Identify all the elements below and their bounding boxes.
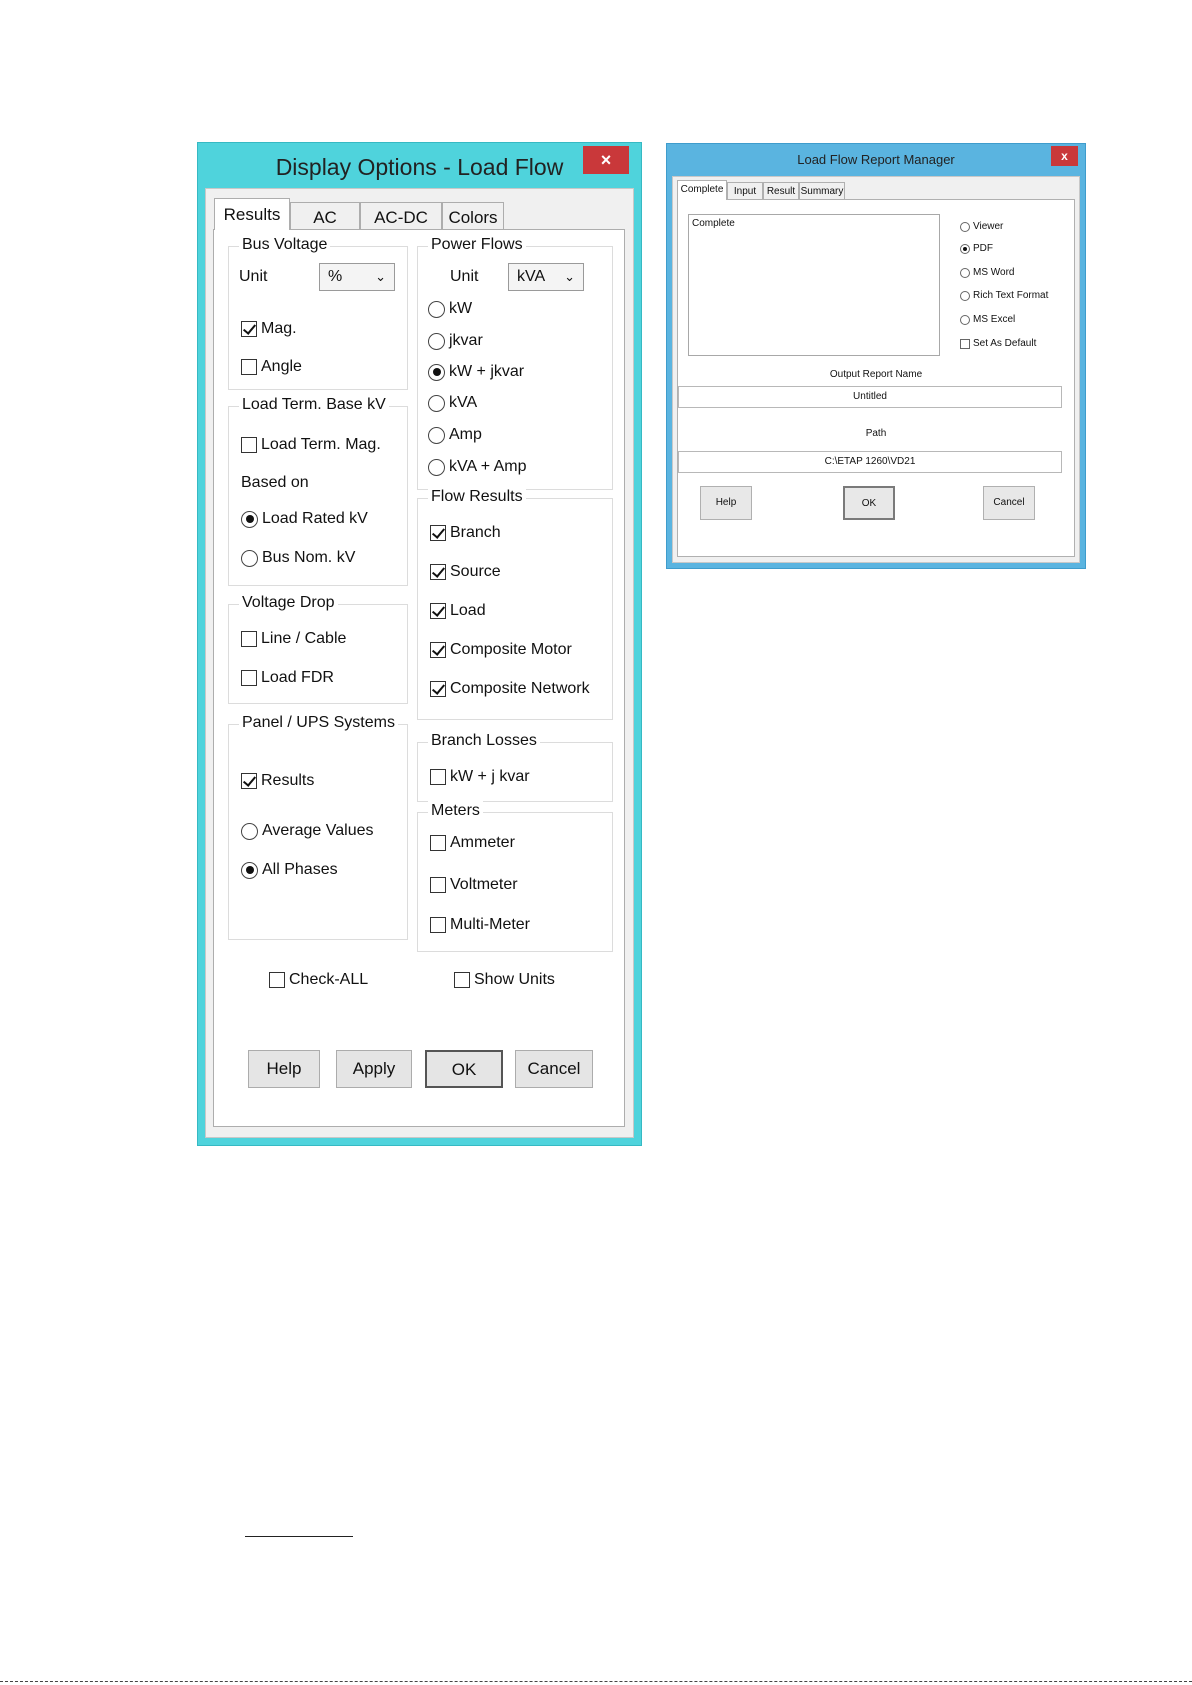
ms-word-label: MS Word [973, 267, 1015, 278]
kw-jkvar-radio[interactable] [428, 362, 524, 382]
tab-summary[interactable]: Summary [799, 182, 845, 200]
radio-icon [241, 550, 258, 567]
checkbox-icon [430, 835, 446, 851]
ok-button[interactable]: OK [843, 486, 895, 520]
report-manager-client [672, 176, 1080, 563]
checkbox-checked-icon [430, 564, 446, 580]
average-values-label: Average Values [262, 822, 374, 839]
checkbox-checked-icon [241, 321, 257, 337]
ammeter-checkbox[interactable] [430, 833, 515, 853]
radio-icon [960, 268, 970, 278]
voltage-drop-label: Voltage Drop [239, 593, 338, 613]
load-label: Load [450, 602, 486, 619]
voltage-drop-group [228, 594, 408, 704]
output-report-name-field[interactable]: Untitled [678, 386, 1062, 408]
pdf-radio[interactable] [960, 242, 993, 256]
radio-icon [428, 459, 445, 476]
kva-radio[interactable] [428, 393, 477, 413]
all-phases-label: All Phases [262, 861, 338, 878]
branch-losses-label: Branch Losses [428, 731, 540, 751]
jkvar-label: jkvar [449, 332, 483, 349]
checkbox-checked-icon [241, 773, 257, 789]
ms-word-radio[interactable] [960, 266, 1015, 280]
path-field[interactable]: C:\ETAP 1260\VD21 [678, 451, 1062, 473]
results-tab-page [213, 229, 625, 1127]
based-on-label: Based on [241, 474, 309, 491]
panel-ups-label: Panel / UPS Systems [239, 713, 398, 733]
composite-network-label: Composite Network [450, 680, 590, 697]
composite-motor-checkbox[interactable] [430, 640, 572, 660]
load-fdr-checkbox[interactable] [241, 668, 334, 688]
show-units-checkbox[interactable] [454, 970, 555, 990]
branch-losses-item-label: kW + j kvar [450, 768, 530, 785]
bus-voltage-group [228, 236, 408, 390]
kw-radio[interactable] [428, 299, 472, 319]
bus-voltage-unit-select[interactable] [319, 263, 395, 291]
power-flows-group [417, 236, 613, 490]
chevron-down-icon: ⌄ [564, 269, 575, 284]
flow-results-label: Flow Results [428, 487, 526, 507]
dialog-client [205, 188, 634, 1138]
bus-voltage-label: Bus Voltage [239, 235, 330, 255]
radio-selected-icon [241, 511, 258, 528]
tab-results[interactable]: Results [214, 198, 290, 230]
tab-result[interactable]: Result [763, 182, 799, 200]
show-units-label: Show Units [474, 971, 555, 988]
composite-motor-label: Composite Motor [450, 641, 572, 658]
checkbox-icon [430, 917, 446, 933]
bus-voltage-unit-value: % [328, 268, 343, 285]
report-list-item[interactable]: Complete [692, 218, 735, 229]
mag-checkbox[interactable] [241, 319, 297, 339]
help-button[interactable]: Help [700, 486, 752, 520]
report-manager-dialog [666, 143, 1086, 569]
average-values-radio[interactable] [241, 821, 373, 841]
bus-nom-kv-radio[interactable] [241, 548, 355, 568]
checkbox-icon [241, 670, 257, 686]
meters-group [417, 802, 613, 952]
line-cable-label: Line / Cable [261, 630, 347, 647]
tab-ac-dc[interactable]: AC-DC [360, 202, 442, 230]
rich-text-label: Rich Text Format [973, 290, 1049, 301]
set-default-checkbox[interactable] [960, 337, 1036, 351]
checkbox-icon [269, 972, 285, 988]
voltmeter-checkbox[interactable] [430, 875, 518, 895]
tab-colors[interactable]: Colors [442, 202, 504, 230]
radio-selected-icon [428, 364, 445, 381]
radio-icon [960, 291, 970, 301]
bus-nom-kv-label: Bus Nom. kV [262, 549, 356, 566]
checkbox-checked-icon [430, 642, 446, 658]
panel-results-label: Results [261, 772, 315, 789]
angle-label: Angle [261, 358, 302, 375]
line-cable-checkbox[interactable] [241, 629, 346, 649]
voltmeter-label: Voltmeter [450, 876, 518, 893]
footnote-divider [245, 1536, 353, 1537]
radio-icon [960, 315, 970, 325]
check-all-label: Check-ALL [289, 971, 369, 988]
checkbox-icon [430, 769, 446, 785]
kw-jkvar-label: kW + jkvar [449, 363, 525, 380]
pdf-label: PDF [973, 243, 993, 254]
radio-icon [428, 333, 445, 350]
multi-meter-checkbox[interactable] [430, 915, 530, 935]
load-term-mag-label: Load Term. Mag. [261, 436, 381, 453]
radio-icon [428, 427, 445, 444]
load-term-label: Load Term. Base kV [239, 395, 389, 415]
ms-excel-radio[interactable] [960, 313, 1015, 327]
checkbox-icon [454, 972, 470, 988]
path-label: Path [865, 428, 887, 439]
ok-button[interactable]: OK [425, 1050, 503, 1088]
panel-results-checkbox[interactable] [241, 771, 314, 791]
complete-tab-page [677, 199, 1075, 557]
branch-checkbox[interactable] [430, 523, 501, 543]
radio-selected-icon [960, 244, 970, 254]
composite-network-checkbox[interactable] [430, 679, 590, 699]
tab-ac[interactable]: AC [290, 202, 360, 230]
radio-icon [428, 395, 445, 412]
checkbox-checked-icon [430, 525, 446, 541]
rich-text-radio[interactable] [960, 289, 1048, 303]
ms-excel-label: MS Excel [973, 314, 1016, 325]
amp-label: Amp [449, 426, 482, 443]
cancel-button[interactable]: Cancel [515, 1050, 593, 1088]
load-term-mag-checkbox[interactable] [241, 435, 381, 455]
bus-voltage-unit-label: Unit [239, 268, 268, 285]
apply-button[interactable]: Apply [336, 1050, 412, 1088]
page-bottom-rule [0, 1681, 1192, 1682]
power-flows-label: Power Flows [428, 235, 526, 255]
kw-label: kW [449, 300, 473, 317]
chevron-down-icon: ⌄ [375, 269, 386, 284]
source-label: Source [450, 563, 501, 580]
checkbox-icon [430, 877, 446, 893]
tab-input[interactable]: Input [727, 182, 763, 200]
load-checkbox[interactable] [430, 601, 486, 621]
flow-results-group [417, 488, 613, 720]
load-fdr-label: Load FDR [261, 669, 334, 686]
radio-icon [428, 301, 445, 318]
branch-losses-group [417, 732, 613, 802]
viewer-label: Viewer [973, 221, 1004, 232]
output-report-name-label: Output Report Name [829, 369, 923, 380]
source-checkbox[interactable] [430, 562, 501, 582]
close-icon[interactable]: × [583, 146, 629, 174]
load-rated-kv-label: Load Rated kV [262, 510, 368, 527]
display-options-dialog [197, 142, 642, 1146]
checkbox-checked-icon [430, 681, 446, 697]
checkbox-icon [241, 359, 257, 375]
load-term-group [228, 396, 408, 586]
kva-amp-label: kVA + Amp [449, 458, 527, 475]
checkbox-icon [241, 631, 257, 647]
mag-label: Mag. [261, 320, 297, 337]
meters-label: Meters [428, 801, 483, 821]
dialog-title: Display Options - Load Flow [275, 154, 564, 180]
help-button[interactable]: Help [248, 1050, 320, 1088]
kva-label: kVA [449, 394, 478, 411]
panel-ups-group [228, 714, 408, 940]
jkvar-radio[interactable] [428, 331, 483, 351]
angle-checkbox[interactable] [241, 357, 302, 377]
multi-meter-label: Multi-Meter [450, 916, 531, 933]
set-default-label: Set As Default [973, 338, 1037, 349]
ammeter-label: Ammeter [450, 834, 515, 851]
branch-label: Branch [450, 524, 501, 541]
checkbox-icon [241, 437, 257, 453]
all-phases-radio[interactable] [241, 860, 338, 880]
checkbox-icon [960, 339, 970, 349]
amp-radio[interactable] [428, 425, 482, 445]
close-icon[interactable]: x [1051, 146, 1078, 166]
cancel-button[interactable]: Cancel [983, 486, 1035, 520]
radio-selected-icon [241, 862, 258, 879]
power-flows-unit-label: Unit [450, 268, 479, 285]
radio-icon [241, 823, 258, 840]
radio-icon [960, 222, 970, 232]
power-flows-unit-value: kVA [517, 268, 546, 285]
report-manager-title: Load Flow Report Manager [797, 152, 955, 167]
load-rated-kv-radio[interactable] [241, 509, 368, 529]
checkbox-checked-icon [430, 603, 446, 619]
branch-losses-checkbox[interactable] [430, 767, 530, 787]
tab-complete[interactable]: Complete [677, 180, 727, 200]
viewer-radio[interactable] [960, 220, 1003, 234]
report-list[interactable] [688, 214, 940, 356]
kva-amp-radio[interactable] [428, 457, 527, 477]
check-all-checkbox[interactable] [269, 970, 368, 990]
power-flows-unit-select[interactable] [508, 263, 584, 291]
